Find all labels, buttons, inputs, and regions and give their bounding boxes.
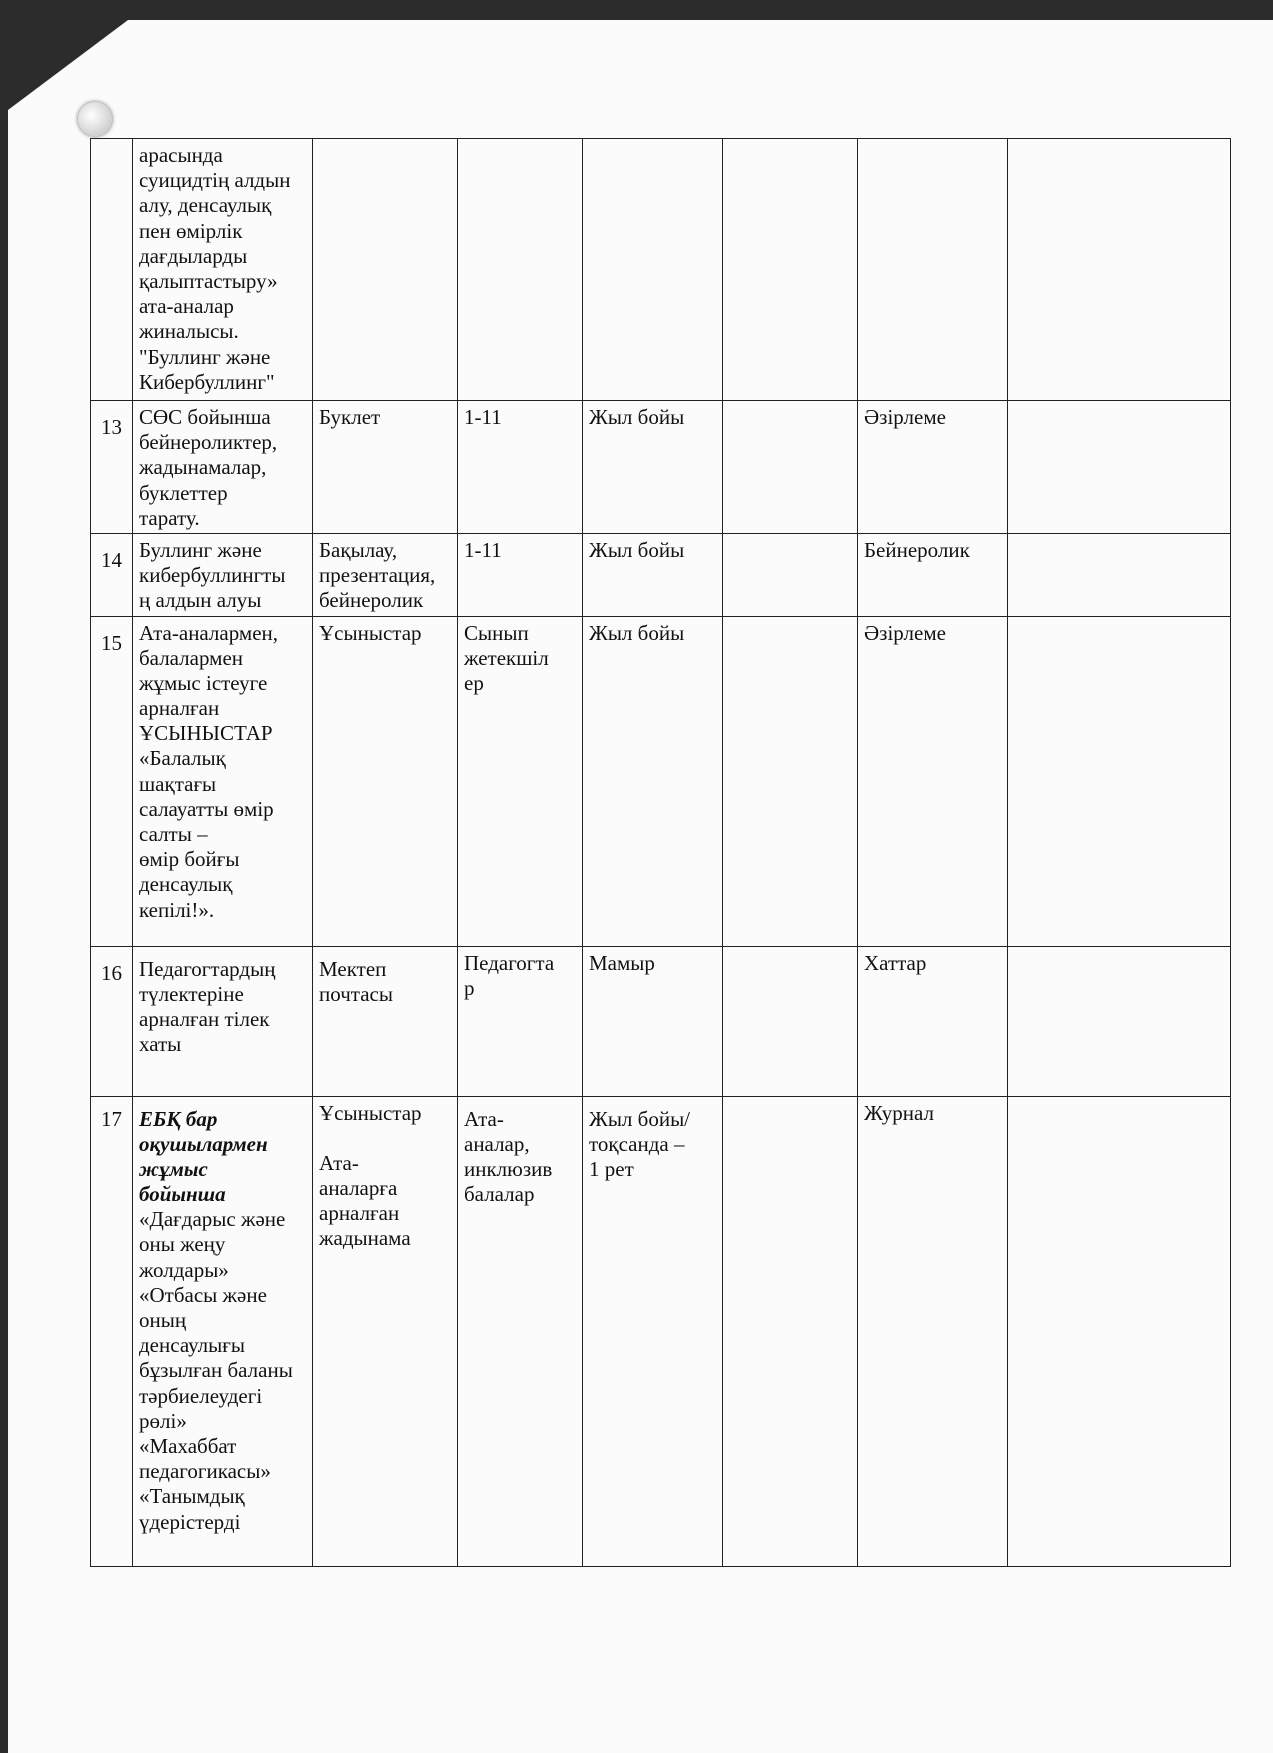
event-cell: СӨС бойынша бейнероликтер, жадынамалар, буклеттер тарату. [133, 401, 313, 534]
note-cell [1008, 139, 1231, 401]
result-cell [858, 139, 1008, 401]
row-number: 15 [91, 616, 133, 946]
participants-cell: Сынып жетекшіл ер [458, 616, 583, 946]
form-cell: Мектеп почтасы [313, 946, 458, 1096]
row-number: 17 [91, 1096, 133, 1566]
punch-hole [78, 102, 112, 136]
table-row-17 [91, 1096, 1231, 1566]
responsible-cell [723, 616, 858, 946]
result-cell: Журнал [858, 1096, 1008, 1566]
period-cell: Мамыр [583, 946, 723, 1096]
note-cell [1008, 401, 1231, 534]
responsible-cell [723, 139, 858, 401]
note-cell [1008, 533, 1231, 616]
folded-corner [8, 20, 128, 110]
period-cell: Жыл бойы [583, 401, 723, 534]
row-number: 13 [91, 401, 133, 534]
period-cell: Жыл бойы/ тоқсанда – 1 рет [583, 1096, 723, 1566]
form-cell: Ұсыныстар [313, 616, 458, 946]
responsible-cell [723, 401, 858, 534]
participants-cell: Ата- аналар, инклюзив балалар [458, 1096, 583, 1566]
row-number [91, 139, 133, 401]
note-cell [1008, 616, 1231, 946]
event-cell: Буллинг және кибербуллингты ң алдын алуы [133, 533, 313, 616]
event-topics: «Дағдарыс және оны жеңу жолдары» «Отбасы және оның денсаулығы бұзылған баланы тәрбиелеудегі рөлі» «Махаббат педагогикасы» «Танымдық үдерістерді [139, 1207, 293, 1534]
responsible-cell [723, 946, 858, 1096]
event-cell: Ата-аналармен, балалармен жұмыс істеуге арналған ҰСЫНЫСТАР «Балалық шақтағы салауатты өмір салты – өмір бойғы денсаулық кепілі!». [133, 616, 313, 946]
table-row-15 [91, 616, 1231, 946]
table-row-14 [91, 533, 1231, 616]
note-cell [1008, 946, 1231, 1096]
period-cell: Жыл бойы [583, 533, 723, 616]
result-cell: Әзірлеме [858, 616, 1008, 946]
period-cell [583, 139, 723, 401]
row-number: 14 [91, 533, 133, 616]
participants-cell: 1-11 [458, 533, 583, 616]
participants-cell: 1-11 [458, 401, 583, 534]
participants-cell: Педагогта р [458, 946, 583, 1096]
responsible-cell [723, 1096, 858, 1566]
note-cell [1008, 1096, 1231, 1566]
plan-table [90, 138, 1231, 1567]
table-row-continuation [91, 139, 1231, 401]
result-cell: Хаттар [858, 946, 1008, 1096]
form-cell [313, 139, 458, 401]
result-cell: Әзірлеме [858, 401, 1008, 534]
table-row-16 [91, 946, 1231, 1096]
period-cell: Жыл бойы [583, 616, 723, 946]
event-cell [133, 1096, 313, 1566]
document-page [8, 20, 1273, 1753]
event-section-title: ЕБҚ бар оқушылармен жұмыс бойынша [139, 1106, 268, 1207]
table-row-13 [91, 401, 1231, 534]
row-number: 16 [91, 946, 133, 1096]
form-cell: Ұсыныстар Ата- аналарға арналған жадынама [313, 1096, 458, 1566]
event-cell: арасында суицидтің алдын алу, денсаулық пен өмірлік дағдыларды қалыптастыру» ата-аналар жиналысы. "Буллинг және Кибербуллинг" [133, 139, 313, 401]
event-cell: Педагогтардың түлектеріне арналған тілек хаты [133, 946, 313, 1096]
participants-cell [458, 139, 583, 401]
result-cell: Бейнеролик [858, 533, 1008, 616]
form-cell: Бақылау, презентация, бейнеролик [313, 533, 458, 616]
responsible-cell [723, 533, 858, 616]
form-cell: Буклет [313, 401, 458, 534]
